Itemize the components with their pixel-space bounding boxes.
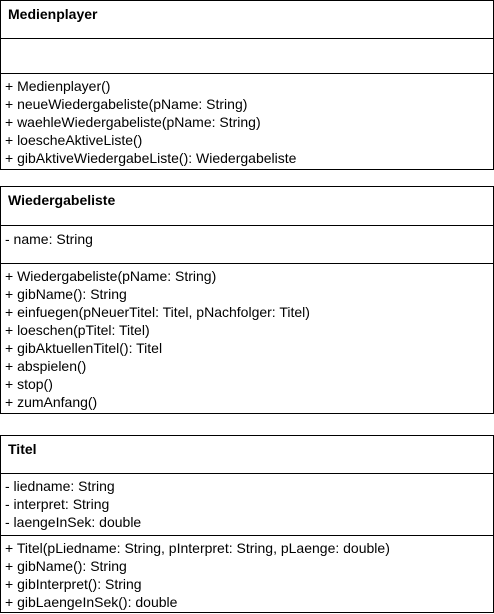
operation: + stop() — [5, 376, 53, 392]
operation: + gibAktiveWiedergabeListe(): Wiedergabeliste — [5, 150, 297, 166]
operation: + gibName(): String — [5, 558, 127, 574]
operation: + abspielen() — [5, 358, 87, 374]
operation: + loescheAktiveListe() — [5, 132, 143, 148]
class-box-titel — [0, 435, 494, 613]
operation: + gibAktuellenTitel(): Titel — [5, 340, 163, 356]
operation: + gibName(): String — [5, 286, 127, 302]
operation: + Titel(pLiedname: String, pInterpret: String, pLaenge: double) — [5, 540, 390, 556]
operation: + gibLaengeInSek(): double — [5, 594, 178, 610]
attribute: - name: String — [5, 231, 93, 247]
attributes-compartment — [1, 473, 493, 535]
class-name: Wiedergabeliste — [8, 192, 116, 208]
operation: + Wiedergabeliste(pName: String) — [5, 268, 217, 284]
operations-compartment — [1, 263, 493, 413]
class-name: Medienplayer — [8, 6, 98, 22]
operation: + neueWiedergabeliste(pName: String) — [5, 96, 248, 112]
attribute: - laengeInSek: double — [5, 514, 142, 530]
operations-compartment — [1, 73, 493, 169]
operation: + waehleWiedergabeliste(pName: String) — [5, 114, 261, 130]
attributes-compartment — [1, 38, 493, 73]
class-box-medienplayer — [0, 0, 494, 170]
operation: + Medienplayer() — [5, 78, 111, 94]
operation: + loeschen(pTitel: Titel) — [5, 322, 150, 338]
attribute: - interpret: String — [5, 496, 110, 512]
operations-compartment — [1, 535, 493, 612]
class-box-wiedergabeliste — [0, 186, 494, 414]
operation: + einfuegen(pNeuerTitel: Titel, pNachfolger: Titel) — [5, 304, 310, 320]
attribute: - liedname: String — [5, 478, 115, 494]
operation: + zumAnfang() — [5, 394, 98, 410]
class-name: Titel — [8, 441, 37, 457]
operation: + gibInterpret(): String — [5, 576, 142, 592]
attributes-compartment — [1, 225, 493, 263]
